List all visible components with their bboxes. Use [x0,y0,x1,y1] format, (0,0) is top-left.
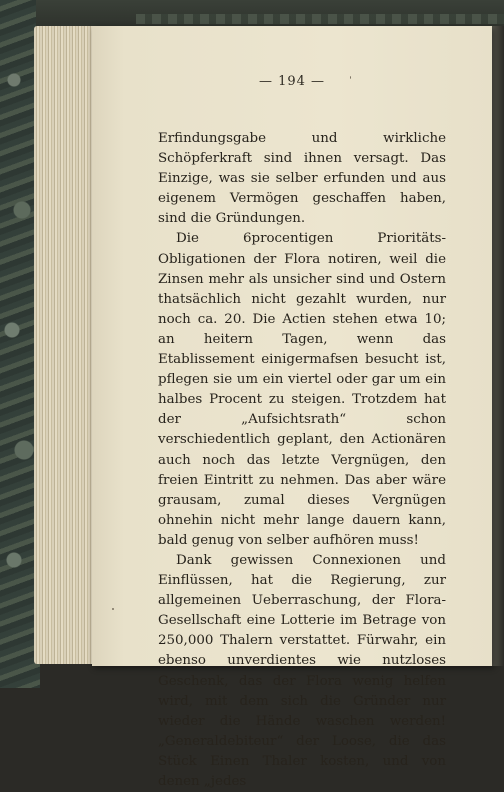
cover-trim [136,14,504,24]
paragraph-3: Dank gewissen Connexionen und Einflüssen, hat die Regierung, zur allgemeinen Ueberraschung, der Flora-Gesellschaft eine Lotterie im Betrage von 250,000 Thalern verstattet. Fürwahr, ein ebenso unverdientes wie nutzloses Geschenk, das der Flora wenig helfen wird, mit dem sich die Gründer nur wieder die Hände waschen werden! „Generaldebiteur“ der Loose, die das Stück Einen Thaler kosten, und von denen „jedes [158,552,446,789]
paper-speck [112,608,114,610]
page-text-block [158,129,446,792]
page-number: — 194 — [258,74,326,89]
paragraph-1: Erfindungsgabe und wirkliche Schöpferkraft sind ihnen versagt. Das Einzige, was sie selber erfunden und aus eigenem Vermögen geschaffen haben, sind die Gründungen. [158,131,446,227]
paper-speck [350,76,351,79]
book-page [92,26,492,789]
page-shadow [492,26,504,666]
paragraph-2: Die 6procentigen Prioritäts-Obligationen der Flora notiren, weil die Zinsen mehr als unsicher sind und Ostern thatsächlich nicht gezahlt wurden, nur noch ca. 20. Die Actien stehen etwa 10; an heitern Tagen, wenn das Etablissement einigermafsen besucht ist, pflegen sie um ein viertel oder gar um ein halbes Procent zu steigen. Trotzdem hat der „Aufsichtsrath“ schon verschiedentlich geplant, den Actionären auch noch das letzte Vergnügen, den freien Eintritt zu nehmen. Das aber wäre grausam, zumal dieses Vergnügen ohnehin nicht mehr lange dauern kann, bald genug von selber aufhören muss! [158,231,446,548]
page-stack-edge [34,26,94,664]
